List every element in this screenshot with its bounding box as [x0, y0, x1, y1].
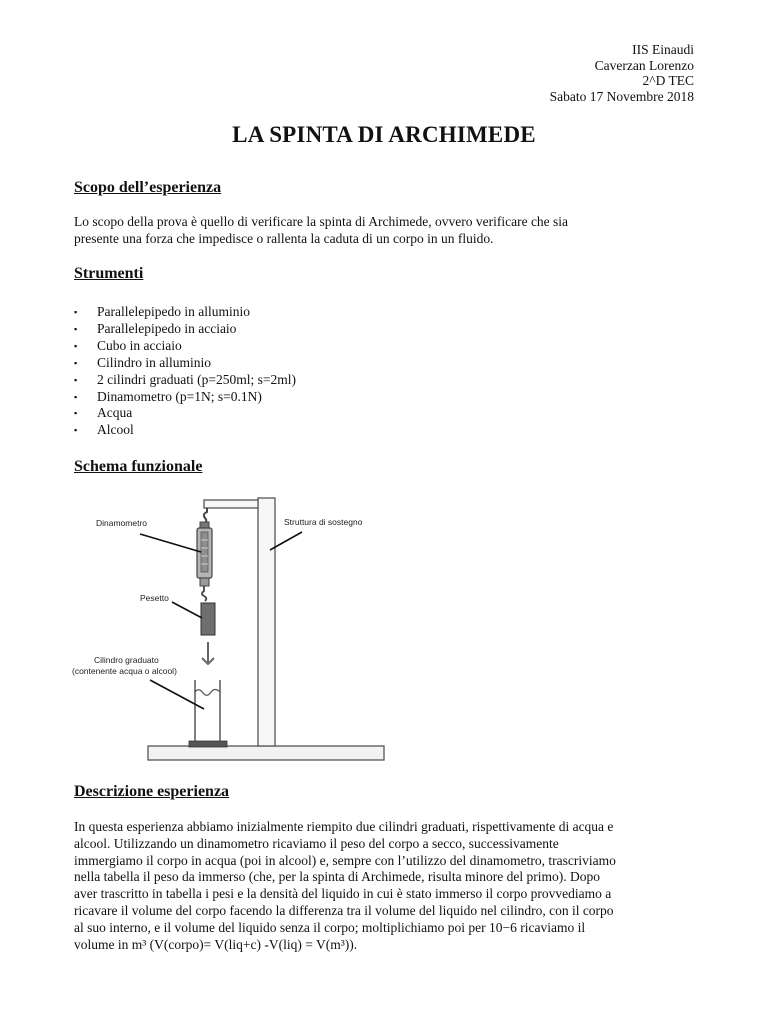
description-line: volume in m³ (V(corpo)= V(liq+c) -V(liq) = V(m³)).: [74, 936, 358, 952]
label-struttura: Struttura di sostegno: [284, 517, 363, 527]
description-line: In questa esperienza abbiamo inizialmente riempito due cilindri graduati, rispettivamente di acqua e: [74, 819, 614, 834]
bullet-icon: ▪: [74, 357, 78, 368]
list-item-label: Dinamometro (p=1N; s=0.1N): [97, 388, 262, 404]
list-item: [74, 304, 296, 321]
header-date: Sabato 17 Novembre 2018: [549, 88, 694, 104]
list-item: [74, 321, 296, 338]
description-line: alcool. Utilizzando un dinamometro ricaviamo il peso del corpo a secco, successivamente: [74, 835, 559, 851]
bullet-icon: ▪: [74, 374, 78, 385]
bullet-icon: ▪: [74, 307, 78, 317]
header-class: 2^D TEC: [642, 73, 694, 89]
description-line: al suo interno, e il volume del liquido senza il corpo; moltiplichiamo poi per 10−6 ricaviamo il: [74, 919, 586, 935]
scope-line: Lo scopo della prova è quello di verificare la spinta di Archimede, ovvero verificare che sia: [74, 214, 569, 229]
heading-description: Descrizione esperienza: [74, 783, 230, 800]
cylinder-foot: [189, 741, 227, 747]
list-item: [74, 372, 296, 389]
lower-hook: [202, 586, 206, 601]
pointer-pesetto: [172, 602, 202, 618]
pointer-cilindro: [150, 680, 204, 709]
list-item-label: 2 cilindri graduati (p=250ml; s=2ml): [97, 371, 296, 387]
support-arm: [204, 500, 258, 508]
list-item: [74, 355, 296, 372]
bullet-icon: ▪: [74, 323, 78, 334]
heading-scope: Scopo dell’esperienza: [74, 179, 222, 196]
pointer-dinamometro: [140, 534, 201, 552]
label-pesetto: Pesetto: [140, 593, 169, 603]
dynamometer-bottom: [200, 578, 209, 586]
tools-list: [74, 304, 296, 439]
page-title: LA SPINTA DI ARCHIMEDE: [232, 122, 536, 147]
bullet-icon: ▪: [74, 408, 78, 419]
bullet-icon: ▪: [74, 340, 78, 351]
bullet-icon: ▪: [74, 425, 78, 436]
dynamometer-scale: [201, 532, 208, 572]
list-item: [74, 422, 296, 439]
description-paragraph: [74, 819, 699, 953]
weight-block: [201, 603, 215, 635]
heading-schema: Schema funzionale: [74, 458, 203, 475]
bullet-icon: ▪: [74, 391, 78, 402]
list-item-label: Parallelepipedo in alluminio: [97, 304, 250, 319]
list-item-label: Parallelepipedo in acciaio: [97, 320, 237, 336]
header-author: Caverzan Lorenzo: [594, 57, 694, 73]
list-item-label: Acqua: [97, 405, 133, 421]
archimedes-apparatus-diagram: [68, 494, 398, 766]
description-line: immergiamo il corpo in acqua (poi in alcool) e, sempre con l’utilizzo del dinamometro, trascriviamo: [74, 852, 616, 868]
support-pole: [258, 498, 275, 746]
base-plate: [148, 746, 384, 760]
heading-tools: Strumenti: [74, 265, 144, 282]
label-cilindro-1: Cilindro graduato: [94, 655, 159, 665]
label-cilindro-2: (contenente acqua o alcool): [72, 666, 177, 676]
header-school: IIS Einaudi: [632, 42, 694, 57]
liquid-surface: [195, 690, 220, 696]
description-line: aver trascritto in tabella i pesi e la densità del liquido in cui è stato immerso il corpo provvediamo a: [74, 886, 612, 902]
list-item: [74, 338, 296, 355]
document-header: [550, 42, 694, 104]
list-item-label: Cubo in acciaio: [97, 337, 182, 353]
label-dinamometro: Dinamometro: [96, 518, 148, 528]
description-line: nella tabella il peso da immerso (che, per la spinta di Archimede, risulta minore del primo). Dopo: [74, 869, 600, 885]
list-item: [74, 389, 296, 406]
dynamometer-top: [200, 522, 209, 528]
scope-line: presente una forza che impedisce o rallenta la caduta di un corpo in un fluido.: [74, 230, 494, 246]
list-item-label: Alcool: [97, 422, 134, 438]
description-line: ricavare il volume del corpo facendo la differenza tra il volume del liquido nel cilindro, con il corpo: [74, 902, 614, 918]
list-item: [74, 405, 296, 422]
list-item-label: Cilindro in alluminio: [97, 354, 211, 370]
scope-paragraph: [74, 214, 699, 248]
